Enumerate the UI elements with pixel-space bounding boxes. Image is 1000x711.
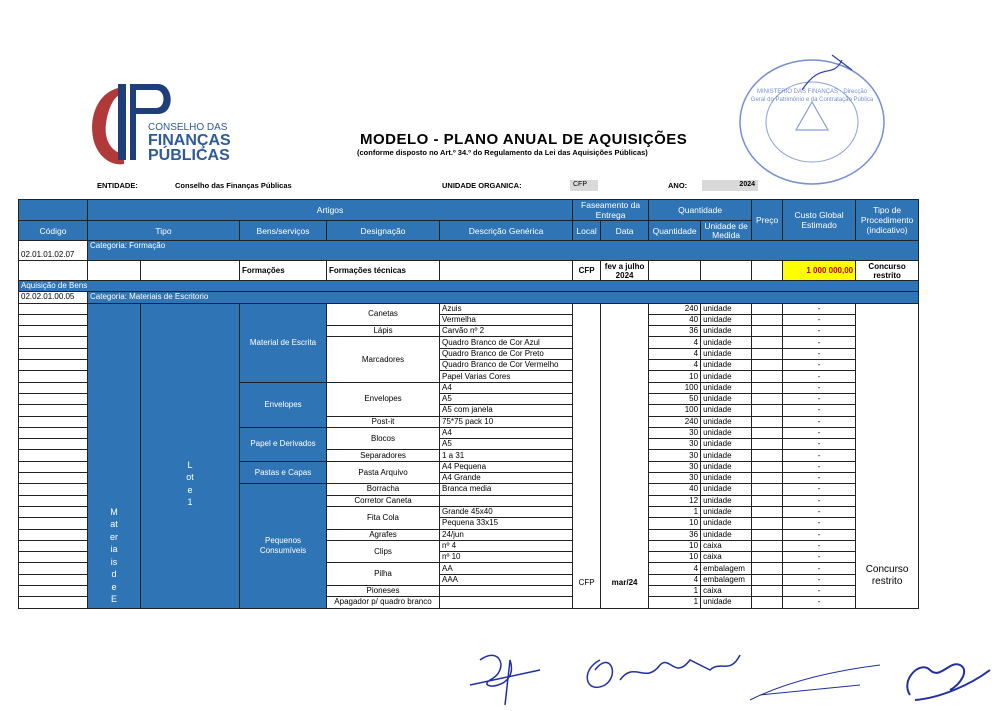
descricao-cell: Quadro Branco de Cor Azul (440, 337, 573, 348)
descricao-cell: Pequena 33x15 (440, 518, 573, 529)
quantidade-cell: 100 (649, 382, 701, 393)
designacao-cell: Agrafes (327, 529, 440, 540)
formacao-data: fev a julho 2024 (601, 261, 649, 281)
quantidade-cell: 12 (649, 495, 701, 506)
custo-cell: - (783, 393, 856, 404)
codigo-cell (19, 461, 88, 472)
header-descricao: Descrição Genérica (440, 221, 573, 241)
custo-cell: - (783, 439, 856, 450)
custo-cell: - (783, 495, 856, 506)
unidade-cell: unidade (701, 484, 752, 495)
lote-vertical-text: Lote 1 (186, 459, 194, 508)
formacao-local: CFP (573, 261, 601, 281)
quantidade-cell: 240 (649, 303, 701, 314)
custo-cell: - (783, 337, 856, 348)
designacao-cell: Fita Cola (327, 506, 440, 529)
unidade-cell: embalagem (701, 574, 752, 585)
escritorio-data: mar/24 (601, 303, 649, 608)
quantidade-cell: 30 (649, 473, 701, 484)
designacao-cell: Apagador p/ quadro branco (327, 597, 440, 608)
preco-cell (752, 484, 783, 495)
custo-cell: - (783, 597, 856, 608)
aquisicao-bens-label: Aquisição de Bens (19, 281, 919, 292)
header-artigos: Artigos (88, 200, 573, 221)
unidade-cell: unidade (701, 416, 752, 427)
custo-cell: - (783, 382, 856, 393)
unidade-cell: caixa (701, 552, 752, 563)
custo-cell: - (783, 574, 856, 585)
preco-cell (752, 518, 783, 529)
preco-cell (752, 574, 783, 585)
designacao-cell: Separadores (327, 450, 440, 461)
preco-cell (752, 450, 783, 461)
codigo-cell (19, 348, 88, 359)
descricao-cell: A4 Grande (440, 473, 573, 484)
descricao-cell: nº 4 (440, 540, 573, 551)
quantidade-cell: 30 (649, 450, 701, 461)
quantidade-cell: 50 (649, 393, 701, 404)
quantidade-cell: 30 (649, 461, 701, 472)
descricao-cell: AAA (440, 574, 573, 585)
descricao-cell: Vermelha (440, 314, 573, 325)
custo-cell: - (783, 586, 856, 597)
header-bens: Bens/serviços (240, 221, 327, 241)
quantidade-cell: 240 (649, 416, 701, 427)
header-qtd: Quantidade (649, 221, 701, 241)
preco-cell (752, 563, 783, 574)
header-custo: Custo Global Estimado (783, 200, 856, 241)
unidade-cell: unidade (701, 314, 752, 325)
lote-vertical (141, 303, 240, 608)
formacao-procedimento: Concurso restrito (856, 261, 919, 281)
codigo-cell (19, 586, 88, 597)
acquisition-table (18, 199, 919, 609)
group-material-escrita: Material de Escrita (240, 303, 327, 382)
quantidade-cell: 36 (649, 326, 701, 337)
descricao-cell (440, 495, 573, 506)
unidade-cell: unidade (701, 303, 752, 314)
unidade-cell: unidade (701, 506, 752, 517)
tipo-vertical (88, 303, 141, 608)
designacao-cell: Pilha (327, 563, 440, 586)
descricao-cell: A4 (440, 427, 573, 438)
preco-cell (752, 360, 783, 371)
ano-label: ANO: (668, 181, 688, 190)
designacao-cell: Canetas (327, 303, 440, 326)
header-codigo: Código (19, 221, 88, 241)
preco-cell (752, 597, 783, 608)
codigo-cell (19, 393, 88, 404)
unidade-cell: unidade (701, 427, 752, 438)
codigo-cell (19, 506, 88, 517)
page-subtitle: (conforme disposto no Art.º 34.º do Regulamento da Lei das Aquisições Públicas) (357, 148, 648, 157)
group-envelopes: Envelopes (240, 382, 327, 427)
preco-cell (752, 506, 783, 517)
custo-cell: - (783, 371, 856, 382)
formacao-categoria: Categoria: Formação (88, 241, 919, 261)
group-pequenos-consumiveis: Pequenos Consumíveis (240, 484, 327, 608)
tipo-vertical-text: Materiais de E (110, 506, 119, 605)
descricao-cell: A5 (440, 393, 573, 404)
preco-cell (752, 382, 783, 393)
codigo-cell (19, 371, 88, 382)
codigo-cell (19, 540, 88, 551)
preco-cell (752, 416, 783, 427)
preco-cell (752, 348, 783, 359)
formacao-custo: 1 000 000,00 (783, 261, 856, 281)
escritorio-local: CFP (573, 303, 601, 608)
unidade-cell: unidade (701, 337, 752, 348)
formacao-codigo: 02.01.01.02.07 (19, 241, 88, 261)
custo-cell: - (783, 540, 856, 551)
descricao-cell: 75*75 pack 10 (440, 416, 573, 427)
unidade-label: UNIDADE ORGANICA: (442, 181, 522, 190)
codigo-cell (19, 360, 88, 371)
quantidade-cell: 30 (649, 439, 701, 450)
escritorio-procedimento: Concurso restrito (856, 303, 919, 608)
descricao-cell: Papel Varias Cores (440, 371, 573, 382)
group-pastas-capas: Pastas e Capas (240, 461, 327, 484)
formacao-bens: Formações (240, 261, 327, 281)
quantidade-cell: 4 (649, 574, 701, 585)
escritorio-categoria: Categoria: Materiais de Escritorio (88, 292, 919, 303)
custo-cell: - (783, 563, 856, 574)
codigo-cell (19, 552, 88, 563)
unidade-value: CFP (570, 180, 598, 191)
unidade-cell: unidade (701, 405, 752, 416)
ministry-stamp (732, 50, 892, 190)
codigo-cell (19, 303, 88, 314)
header-data: Data (601, 221, 649, 241)
unidade-cell: unidade (701, 360, 752, 371)
codigo-cell (19, 416, 88, 427)
quantidade-cell: 10 (649, 540, 701, 551)
quantidade-cell: 30 (649, 427, 701, 438)
unidade-cell: unidade (701, 518, 752, 529)
header-quantidade: Quantidade (649, 200, 752, 221)
quantidade-cell: 4 (649, 563, 701, 574)
unidade-cell: unidade (701, 348, 752, 359)
signatures (460, 640, 1000, 711)
quantidade-cell: 4 (649, 360, 701, 371)
header-preco: Preço (752, 200, 783, 241)
custo-cell: - (783, 484, 856, 495)
custo-cell: - (783, 506, 856, 517)
unidade-cell: unidade (701, 597, 752, 608)
logo-line3: PÚBLICAS (148, 147, 230, 164)
entidade-label: ENTIDADE: (97, 181, 138, 190)
codigo-cell (19, 495, 88, 506)
unidade-cell: unidade (701, 529, 752, 540)
quantidade-cell: 4 (649, 348, 701, 359)
codigo-cell (19, 405, 88, 416)
codigo-cell (19, 427, 88, 438)
quantidade-cell: 1 (649, 506, 701, 517)
preco-cell (752, 473, 783, 484)
custo-cell: - (783, 348, 856, 359)
designacao-cell: Marcadores (327, 337, 440, 382)
preco-cell (752, 495, 783, 506)
codigo-cell (19, 484, 88, 495)
unidade-cell: unidade (701, 473, 752, 484)
preco-cell (752, 586, 783, 597)
header-designacao: Designação (327, 221, 440, 241)
descricao-cell: Carvão nº 2 (440, 326, 573, 337)
formacao-designacao: Formações técnicas (327, 261, 440, 281)
custo-cell: - (783, 416, 856, 427)
quantidade-cell: 40 (649, 484, 701, 495)
page-title: MODELO - PLANO ANUAL DE AQUISIÇÕES (360, 131, 688, 148)
quantidade-cell: 1 (649, 586, 701, 597)
designacao-cell: Pioneses (327, 586, 440, 597)
custo-cell: - (783, 473, 856, 484)
quantidade-cell: 10 (649, 371, 701, 382)
unidade-cell: unidade (701, 382, 752, 393)
custo-cell: - (783, 405, 856, 416)
designacao-cell: Pasta Arquivo (327, 461, 440, 484)
descricao-cell: Azuis (440, 303, 573, 314)
logo-line2: FINANÇAS (148, 132, 231, 149)
header-local: Local (573, 221, 601, 241)
descricao-cell: nº 10 (440, 552, 573, 563)
descricao-cell: Quadro Branco de Cor Vermelho (440, 360, 573, 371)
custo-cell: - (783, 314, 856, 325)
unidade-cell: unidade (701, 450, 752, 461)
header-unidade-medida: Unidade de Medida (701, 221, 752, 241)
preco-cell (752, 540, 783, 551)
preco-cell (752, 529, 783, 540)
preco-cell (752, 405, 783, 416)
designacao-cell: Borracha (327, 484, 440, 495)
descricao-cell (440, 597, 573, 608)
unidade-cell: unidade (701, 393, 752, 404)
designacao-cell: Clips (327, 540, 440, 563)
preco-cell (752, 314, 783, 325)
descricao-cell: Quadro Branco de Cor Preto (440, 348, 573, 359)
preco-cell (752, 552, 783, 563)
quantidade-cell: 36 (649, 529, 701, 540)
preco-cell (752, 303, 783, 314)
descricao-cell: A4 (440, 382, 573, 393)
codigo-cell (19, 518, 88, 529)
header-tipo: Tipo (88, 221, 240, 241)
header-tipo-procedimento: Tipo de Procedimento (indicativo) (856, 200, 919, 241)
custo-cell: - (783, 518, 856, 529)
preco-cell (752, 371, 783, 382)
designacao-cell: Post-it (327, 416, 440, 427)
preco-cell (752, 326, 783, 337)
logo-line1: CONSELHO DAS (148, 122, 228, 133)
codigo-cell (19, 326, 88, 337)
descricao-cell: Grande 45x40 (440, 506, 573, 517)
preco-cell (752, 439, 783, 450)
stamp-text: MINISTÉRIO DAS FINANÇAS · Direcção Geral do Património e da Contratação Pública (750, 89, 874, 103)
custo-cell: - (783, 552, 856, 563)
custo-cell: - (783, 450, 856, 461)
custo-cell: - (783, 326, 856, 337)
codigo-cell (19, 529, 88, 540)
designacao-cell: Envelopes (327, 382, 440, 416)
custo-cell: - (783, 360, 856, 371)
descricao-cell: AA (440, 563, 573, 574)
designacao-cell: Blocos (327, 427, 440, 450)
quantidade-cell: 100 (649, 405, 701, 416)
preco-cell (752, 393, 783, 404)
quantidade-cell: 40 (649, 314, 701, 325)
unidade-cell: unidade (701, 326, 752, 337)
custo-cell: - (783, 461, 856, 472)
unidade-cell: unidade (701, 495, 752, 506)
preco-cell (752, 427, 783, 438)
unidade-cell: unidade (701, 439, 752, 450)
descricao-cell: 24/jun (440, 529, 573, 540)
ano-value: 2024 (702, 180, 758, 191)
cfp-logo (88, 80, 238, 170)
group-papel-derivados: Papel e Derivados (240, 427, 327, 461)
unidade-cell: caixa (701, 540, 752, 551)
custo-cell: - (783, 303, 856, 314)
preco-cell (752, 337, 783, 348)
entidade-value: Conselho das Finanças Públicas (175, 181, 292, 190)
quantidade-cell: 10 (649, 518, 701, 529)
designacao-cell: Corretor Caneta (327, 495, 440, 506)
preco-cell (752, 461, 783, 472)
codigo-cell (19, 597, 88, 608)
descricao-cell: 1 a 31 (440, 450, 573, 461)
codigo-cell (19, 337, 88, 348)
descricao-cell: A5 (440, 439, 573, 450)
unidade-cell: unidade (701, 371, 752, 382)
unidade-cell: caixa (701, 586, 752, 597)
quantidade-cell: 1 (649, 597, 701, 608)
descricao-cell: Branca media (440, 484, 573, 495)
codigo-cell (19, 314, 88, 325)
descricao-cell: A4 Pequena (440, 461, 573, 472)
quantidade-cell: 10 (649, 552, 701, 563)
codigo-cell (19, 574, 88, 585)
logo-text (148, 122, 231, 163)
descricao-cell (440, 586, 573, 597)
codigo-cell (19, 450, 88, 461)
unidade-cell: unidade (701, 461, 752, 472)
designacao-cell: Lápis (327, 326, 440, 337)
header-faseamento: Faseamento da Entrega (573, 200, 649, 221)
codigo-cell (19, 382, 88, 393)
custo-cell: - (783, 427, 856, 438)
custo-cell: - (783, 529, 856, 540)
codigo-cell (19, 473, 88, 484)
codigo-cell (19, 563, 88, 574)
quantidade-cell: 4 (649, 337, 701, 348)
unidade-cell: embalagem (701, 563, 752, 574)
descricao-cell: A5 com janela (440, 405, 573, 416)
escritorio-codigo: 02.02.01.00.05 (19, 292, 88, 303)
table-row (19, 303, 919, 314)
codigo-cell (19, 439, 88, 450)
